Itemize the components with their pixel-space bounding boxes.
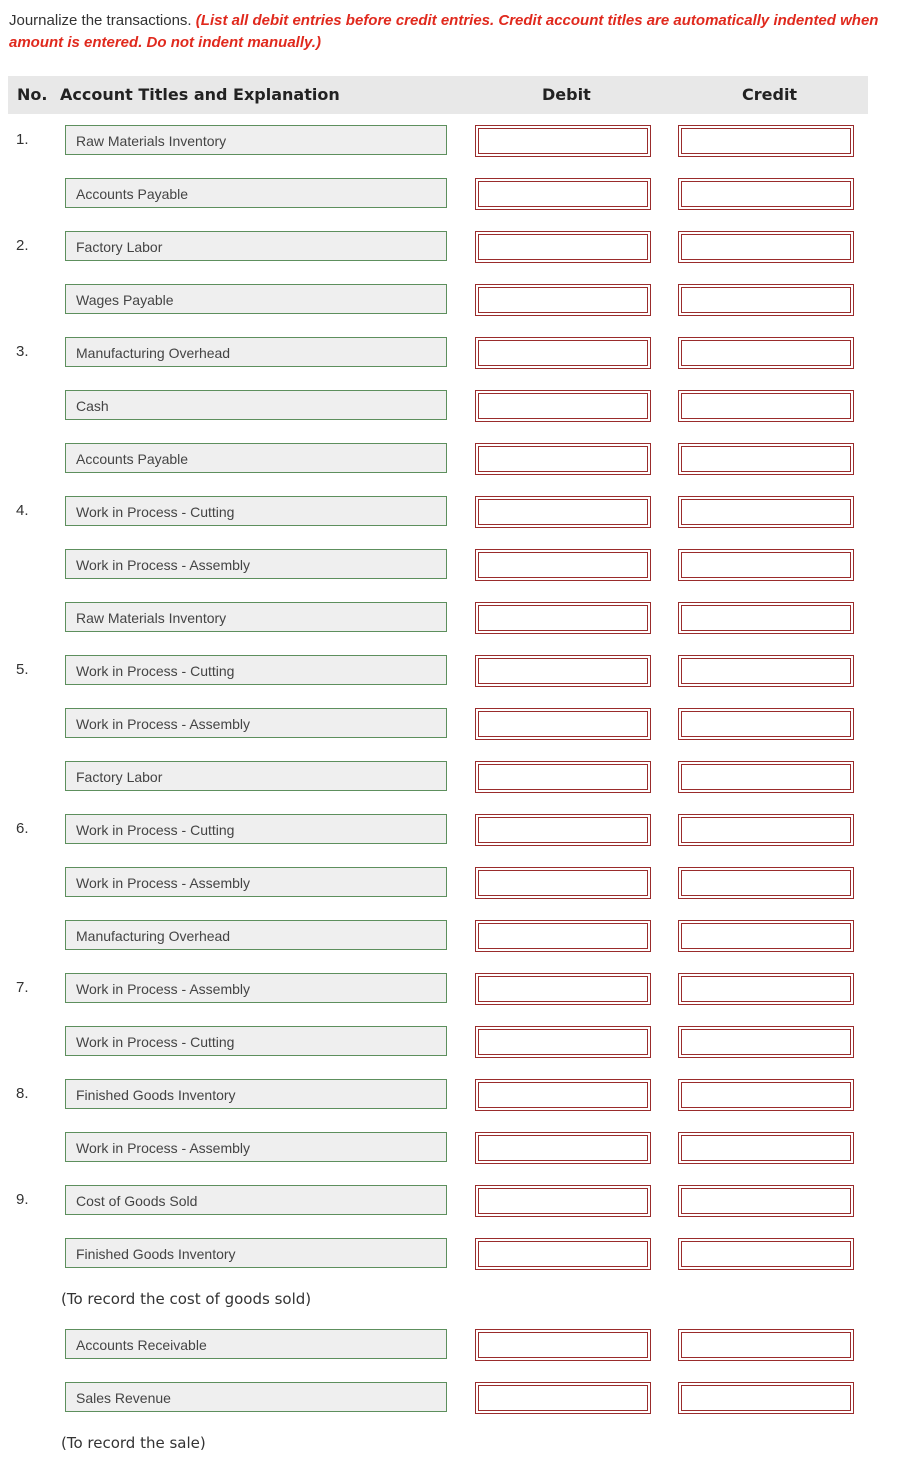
credit-amount-input[interactable] (681, 287, 851, 313)
credit-amount-box (678, 1132, 854, 1164)
instructions (9, 10, 899, 54)
credit-amount-input[interactable] (681, 923, 851, 949)
credit-amount-input[interactable] (681, 764, 851, 790)
credit-amount-box (678, 390, 854, 422)
debit-amount-box (475, 814, 651, 846)
journal-row (0, 708, 907, 742)
credit-amount-input[interactable] (681, 1135, 851, 1161)
debit-amount-input[interactable] (478, 340, 648, 366)
credit-amount-input[interactable] (681, 711, 851, 737)
account-title-field[interactable]: Cash (65, 390, 447, 420)
debit-amount-box (475, 655, 651, 687)
debit-amount-input[interactable] (478, 287, 648, 313)
debit-amount-box (475, 125, 651, 157)
journal-row (0, 390, 907, 424)
debit-amount-box (475, 496, 651, 528)
account-title-field[interactable]: Cost of Goods Sold (65, 1185, 447, 1215)
journal-row (0, 1382, 907, 1416)
debit-amount-box (475, 178, 651, 210)
account-title-field[interactable]: Finished Goods Inventory (65, 1079, 447, 1109)
entry-number: 1. (16, 131, 29, 148)
entry-number: 6. (16, 820, 29, 837)
debit-amount-box (475, 1329, 651, 1361)
credit-amount-box (678, 1329, 854, 1361)
journal-row (0, 125, 907, 159)
account-title-field[interactable]: Sales Revenue (65, 1382, 447, 1412)
entry-number: 7. (16, 979, 29, 996)
credit-amount-input[interactable] (681, 128, 851, 154)
credit-amount-box (678, 1026, 854, 1058)
debit-amount-box (475, 1185, 651, 1217)
debit-amount-box (475, 602, 651, 634)
account-title-field[interactable]: Work in Process - Assembly (65, 973, 447, 1003)
journal-row (0, 761, 907, 795)
account-title-field[interactable]: Factory Labor (65, 231, 447, 261)
debit-amount-box (475, 1132, 651, 1164)
debit-amount-box (475, 920, 651, 952)
journal-row (0, 1185, 907, 1219)
debit-amount-input[interactable] (478, 446, 648, 472)
account-title-field[interactable]: Raw Materials Inventory (65, 125, 447, 155)
credit-amount-input[interactable] (681, 1082, 851, 1108)
journal-row (0, 1329, 907, 1363)
credit-amount-box (678, 814, 854, 846)
account-title-field[interactable]: Manufacturing Overhead (65, 920, 447, 950)
credit-amount-box (678, 496, 854, 528)
credit-amount-input[interactable] (681, 658, 851, 684)
credit-amount-box (678, 231, 854, 263)
account-title-field[interactable]: Work in Process - Assembly (65, 708, 447, 738)
header-debit: Debit (542, 85, 591, 104)
debit-amount-box (475, 443, 651, 475)
credit-amount-box (678, 337, 854, 369)
entry-number: 9. (16, 1191, 29, 1208)
account-title-field[interactable]: Work in Process - Cutting (65, 655, 447, 685)
debit-amount-input[interactable] (478, 1241, 648, 1267)
journal-row (0, 920, 907, 954)
credit-amount-box (678, 1185, 854, 1217)
credit-amount-box (678, 655, 854, 687)
entry-number: 3. (16, 343, 29, 360)
credit-amount-box (678, 761, 854, 793)
credit-amount-input[interactable] (681, 1241, 851, 1267)
account-title-field[interactable]: Wages Payable (65, 284, 447, 314)
debit-amount-box (475, 708, 651, 740)
account-title-field[interactable]: Accounts Payable (65, 443, 447, 473)
credit-amount-input[interactable] (681, 552, 851, 578)
debit-amount-input[interactable] (478, 1029, 648, 1055)
debit-amount-input[interactable] (478, 234, 648, 260)
journal-row (0, 973, 907, 1007)
debit-amount-input[interactable] (478, 1188, 648, 1214)
debit-amount-input[interactable] (478, 1332, 648, 1358)
account-title-field[interactable]: Finished Goods Inventory (65, 1238, 447, 1268)
account-title-field[interactable]: Work in Process - Cutting (65, 496, 447, 526)
credit-amount-box (678, 973, 854, 1005)
credit-amount-input[interactable] (681, 446, 851, 472)
debit-amount-box (475, 1238, 651, 1270)
credit-amount-input[interactable] (681, 393, 851, 419)
credit-amount-box (678, 549, 854, 581)
journal-row (0, 602, 907, 636)
credit-amount-box (678, 867, 854, 899)
debit-amount-input[interactable] (478, 552, 648, 578)
account-title-field[interactable]: Work in Process - Assembly (65, 549, 447, 579)
account-title-field[interactable]: Raw Materials Inventory (65, 602, 447, 632)
debit-amount-box (475, 1382, 651, 1414)
debit-amount-input[interactable] (478, 605, 648, 631)
debit-amount-box (475, 549, 651, 581)
journal-row (0, 814, 907, 848)
credit-amount-box (678, 920, 854, 952)
credit-amount-input[interactable] (681, 1029, 851, 1055)
debit-amount-input[interactable] (478, 817, 648, 843)
credit-amount-input[interactable] (681, 234, 851, 260)
account-title-field[interactable]: Work in Process - Assembly (65, 1132, 447, 1162)
debit-amount-input[interactable] (478, 1135, 648, 1161)
credit-amount-input[interactable] (681, 870, 851, 896)
journal-row (0, 1079, 907, 1113)
debit-amount-input[interactable] (478, 923, 648, 949)
header-no: No. (17, 85, 48, 104)
journal-row (0, 337, 907, 371)
credit-amount-input[interactable] (681, 1188, 851, 1214)
cogs-explanation: (To record the cost of goods sold) (61, 1290, 312, 1308)
credit-amount-input[interactable] (681, 1385, 851, 1411)
account-title-field[interactable]: Accounts Payable (65, 178, 447, 208)
debit-amount-input[interactable] (478, 499, 648, 525)
journal-row (0, 443, 907, 477)
account-title-field[interactable]: Work in Process - Assembly (65, 867, 447, 897)
credit-amount-box (678, 1238, 854, 1270)
journal-row (0, 1238, 907, 1272)
debit-amount-box (475, 231, 651, 263)
journal-header (8, 76, 868, 114)
credit-amount-box (678, 284, 854, 316)
debit-amount-input[interactable] (478, 976, 648, 1002)
header-account: Account Titles and Explanation (60, 85, 340, 104)
debit-amount-box (475, 867, 651, 899)
debit-amount-input[interactable] (478, 658, 648, 684)
account-title-field[interactable]: Manufacturing Overhead (65, 337, 447, 367)
credit-amount-box (678, 1382, 854, 1414)
entry-number: 4. (16, 502, 29, 519)
debit-amount-box (475, 1026, 651, 1058)
credit-amount-input[interactable] (681, 976, 851, 1002)
debit-amount-box (475, 973, 651, 1005)
credit-amount-box (678, 708, 854, 740)
debit-amount-input[interactable] (478, 764, 648, 790)
debit-amount-box (475, 337, 651, 369)
credit-amount-input[interactable] (681, 340, 851, 366)
debit-amount-input[interactable] (478, 393, 648, 419)
journal-row (0, 549, 907, 583)
debit-amount-box (475, 284, 651, 316)
journal-row (0, 231, 907, 265)
debit-amount-box (475, 1079, 651, 1111)
credit-amount-box (678, 443, 854, 475)
credit-amount-input[interactable] (681, 181, 851, 207)
account-title-field[interactable]: Accounts Receivable (65, 1329, 447, 1359)
entry-number: 2. (16, 237, 29, 254)
credit-amount-input[interactable] (681, 1332, 851, 1358)
debit-amount-input[interactable] (478, 128, 648, 154)
debit-amount-box (475, 761, 651, 793)
credit-amount-box (678, 602, 854, 634)
debit-amount-input[interactable] (478, 1082, 648, 1108)
credit-amount-box (678, 125, 854, 157)
entry-number: 5. (16, 661, 29, 678)
instructions-note: (List all debit entries before credit entries. Credit account titles are automatically indented when amount is entered. Do not indent manually.) (9, 12, 879, 51)
journal-row (0, 1026, 907, 1060)
credit-amount-box (678, 1079, 854, 1111)
journal-row (0, 867, 907, 901)
journal-row (0, 496, 907, 530)
header-credit: Credit (742, 85, 798, 104)
entry-number: 8. (16, 1085, 29, 1102)
credit-amount-box (678, 178, 854, 210)
debit-amount-input[interactable] (478, 181, 648, 207)
account-title-field[interactable]: Factory Labor (65, 761, 447, 791)
debit-amount-box (475, 390, 651, 422)
instructions-lead: Journalize the transactions. (9, 12, 196, 29)
debit-amount-input[interactable] (478, 1385, 648, 1411)
journal-row (0, 1132, 907, 1166)
credit-amount-input[interactable] (681, 605, 851, 631)
debit-amount-input[interactable] (478, 870, 648, 896)
debit-amount-input[interactable] (478, 711, 648, 737)
account-title-field[interactable]: Work in Process - Cutting (65, 814, 447, 844)
credit-amount-input[interactable] (681, 499, 851, 525)
account-title-field[interactable]: Work in Process - Cutting (65, 1026, 447, 1056)
journal-row (0, 178, 907, 212)
sale-explanation: (To record the sale) (61, 1434, 206, 1452)
journal-row (0, 284, 907, 318)
journal-row (0, 655, 907, 689)
credit-amount-input[interactable] (681, 817, 851, 843)
